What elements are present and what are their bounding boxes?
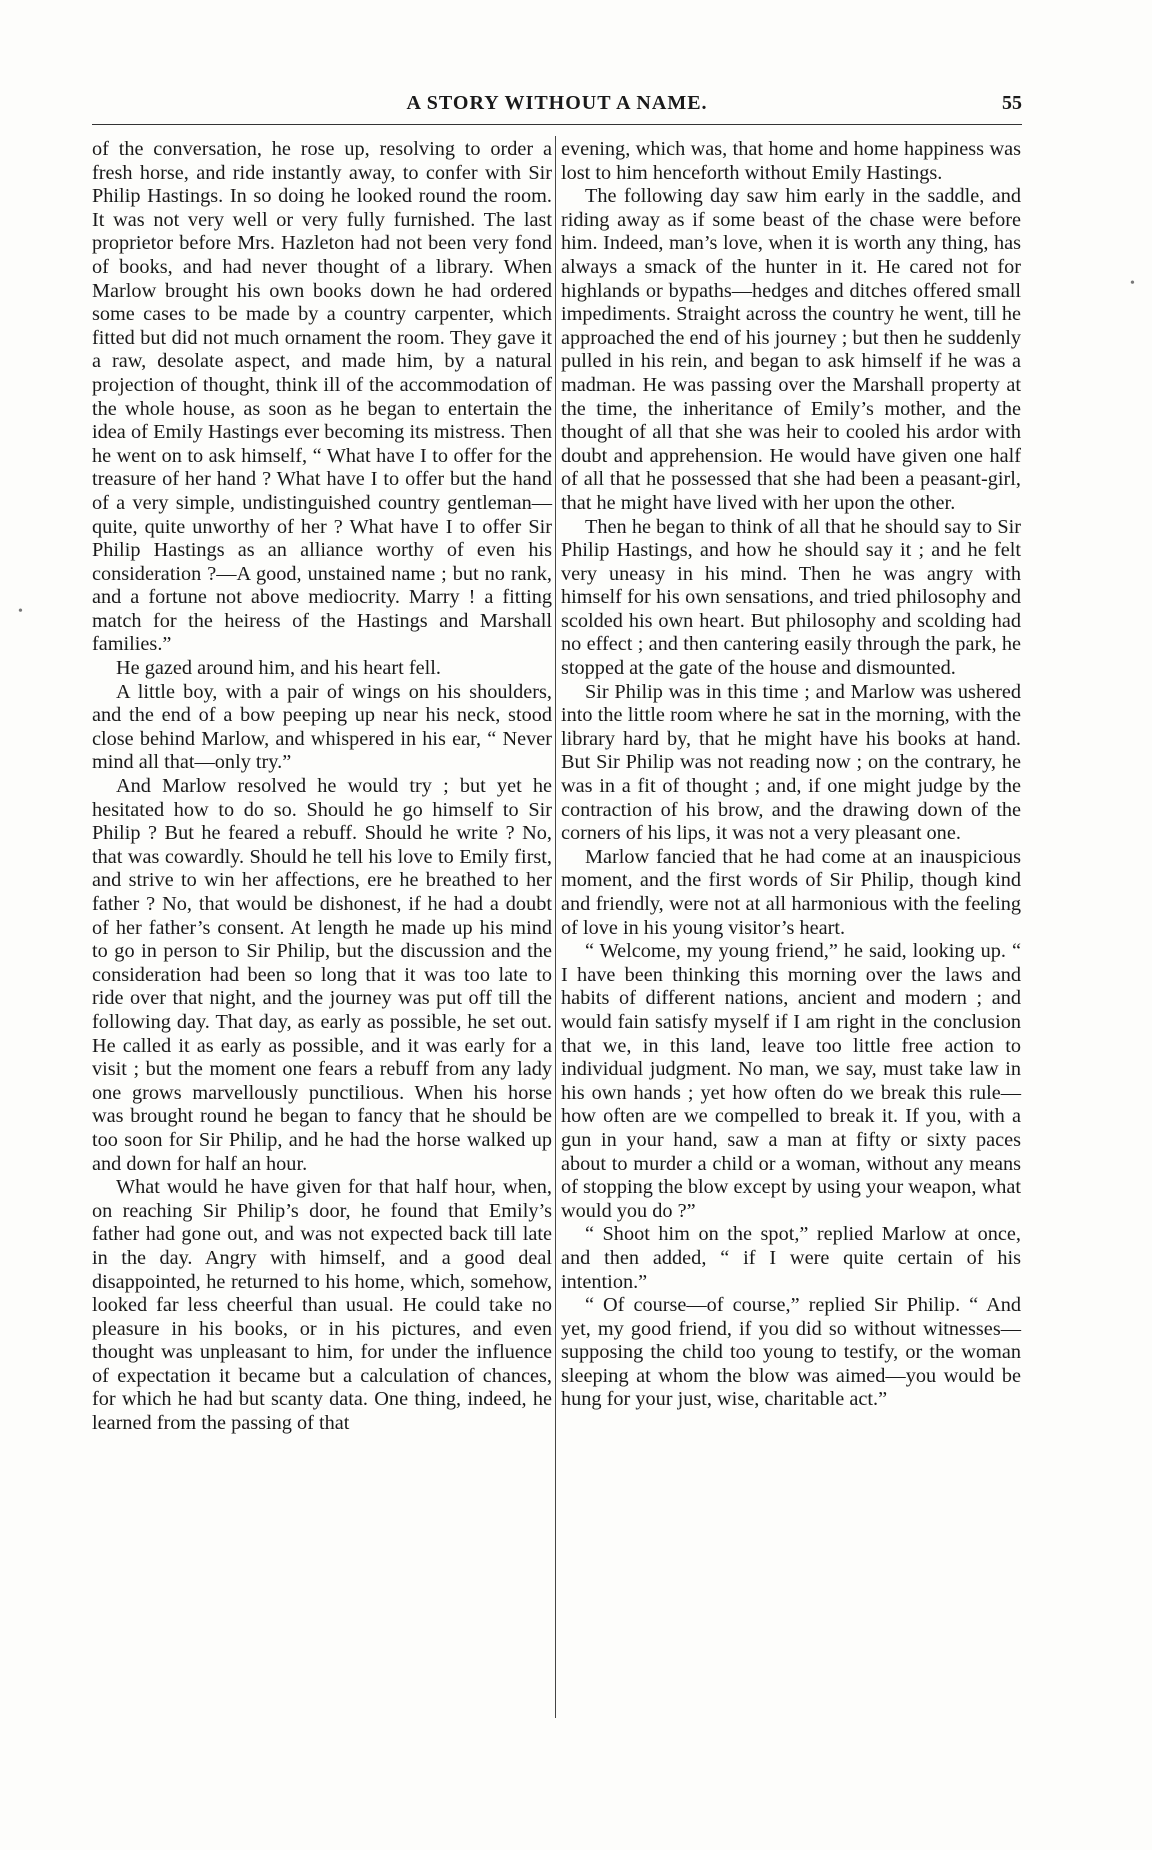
paragraph: Then he began to think of all that he should say to Sir Philip Hastings, and how he should say it ; and he felt very uneasy in his mind. Then he was angry with himself for his own sensations, and tried philosophy and scolded his own heart. But philosophy and scolding had no effect ; and then cantering easily through the park, he stopped at the gate of the house and dismounted.	[561, 515, 1021, 680]
paragraph: Marlow fancied that he had come at an inauspicious moment, and the first words of Sir Philip, though kind and friendly, were not at all harmonious with the feeling of love in his young visitor’s heart.	[561, 845, 1021, 939]
margin-dot: •	[18, 604, 23, 619]
left-column	[92, 138, 552, 1436]
paragraph: “ Of course—of course,” replied Sir Philip. “ And yet, my good friend, if you did so without witnesses—supposing the child too young to testify, or the woman sleeping at whom the blow was aimed—you would be hung for your just, wise, charitable act.”	[561, 1294, 1021, 1411]
page-number: 55	[1002, 92, 1022, 114]
page-header	[92, 92, 1022, 125]
paragraph: “ Welcome, my young friend,” he said, looking up. “ I have been thinking this morning over the laws and habits of different nations, ancient and modern ; and would fain satisfy myself if I am right in the conclusion that we, in this land, leave too little free action to individual judgment. No man, we say, must take law in his own hands ; yet how often do we break this rule—how often are we compelled to break it. If you, with a gun in your hand, saw a man at fifty or sixty paces about to murder a child or a woman, without any means of stopping the blow except by using your weapon, what would you do ?”	[561, 940, 1021, 1222]
paragraph: Sir Philip was in this time ; and Marlow was ushered into the little room where he sat in the morning, with the library hard by, that he might have his books at hand. But Sir Philip was not reading now ; on the contrary, he was in a fit of thought ; and, if one might judge by the contraction of his brow, and the drawing down of the corners of his lips, it was not a very pleasant one.	[561, 680, 1021, 845]
paragraph: And Marlow resolved he would try ; but yet he hesitated how to do so. Should he go himself to Sir Philip ? But he feared a rebuff. Should he write ? No, that was cowardly. Should he tell his love to Emily first, and strive to win her affections, ere he breathed to her father ? No, that would be dishonest, if he had a doubt of her father’s consent. At length he made up his mind to go in person to Sir Philip, but the discussion and the consideration had been so long that it was too late to ride over that night, and the journey was put off till the following day. That day, as early as possible, he set out. He called it as early as possible, and it was early for a visit ; but the moment one fears a rebuff from any lady one grows marvellously punctilious. When his horse was brought round he began to fancy that he should be too soon for Sir Philip, and he had the horse walked up and down for half an hour.	[92, 775, 552, 1175]
paragraph: A little boy, with a pair of wings on his shoulders, and the end of a bow peeping up near his neck, stood close behind Marlow, and whispered in his ear, “ Never mind all that—only try.”	[92, 680, 552, 774]
paragraph: The following day saw him early in the saddle, and riding away as if some beast of the chase were before him. Indeed, man’s love, when it is worth any thing, has always a smack of the hunter in it. He cared not for highlands or bypaths—hedges and ditches offered small impediments. Straight across the country he went, till he approached the end of his journey ; but then he suddenly pulled in his rein, and began to ask himself if he was a madman. He was passing over the Marshall property at the time, the inheritance of Emily’s mother, and the thought of all that she was heir to cooled his ardor with doubt and apprehension. He would have given one half of all that he possessed that she had been a peasant-girl, that he might have lived with her upon the other.	[561, 185, 1021, 514]
paragraph: What would he have given for that half hour, when, on reaching Sir Philip’s door, he found that Emily’s father had gone out, and was not expected back till late in the day. Angry with himself, and a good deal disappointed, he returned to his home, which, somehow, looked far less cheerful than usual. He could take no pleasure in his books, or in his pictures, and even thought was unpleasant to him, for under the influence of expectation it became but a calculation of chances, for which he had but scanty data. One thing, indeed, he learned from the passing of that	[92, 1176, 552, 1435]
running-title: A STORY WITHOUT A NAME.	[406, 92, 708, 114]
paragraph: evening, which was, that home and home happiness was lost to him henceforth without Emily Hastings.	[561, 138, 1021, 184]
right-column	[561, 138, 1021, 1412]
paragraph: of the conversation, he rose up, resolving to order a fresh horse, and ride instantly away, to confer with Sir Philip Hastings. In so doing he looked round the room. It was not very well or very fully furnished. The last proprietor before Mrs. Hazleton had not been very fond of books, and had never thought of a library. When Marlow brought his own books down he had ordered some cases to be made by a country carpenter, which fitted but did not much ornament the room. They gave it a raw, desolate aspect, and made him, by a natural projection of thought, think ill of the accommodation of the whole house, as soon as he began to entertain the idea of Emily Hastings ever becoming its mistress. Then he went on to ask himself, “ What have I to offer for the treasure of her hand ? What have I to offer but the hand of a very simple, undistinguished country gentleman—quite, quite unworthy of her ? What have I to offer Sir Philip Hastings as an alliance worthy of even his consideration ?—A good, unstained name ; but no rank, and a fortune not above mediocrity. Marry ! a fitting match for the heiress of the Hastings and Marshall families.”	[92, 138, 552, 656]
paragraph: He gazed around him, and his heart fell.	[116, 657, 441, 680]
margin-dot: •	[1130, 276, 1135, 291]
column-divider	[555, 136, 556, 1718]
paragraph: “ Shoot him on the spot,” replied Marlow at once, and then added, “ if I were quite certain of his intention.”	[561, 1223, 1021, 1293]
